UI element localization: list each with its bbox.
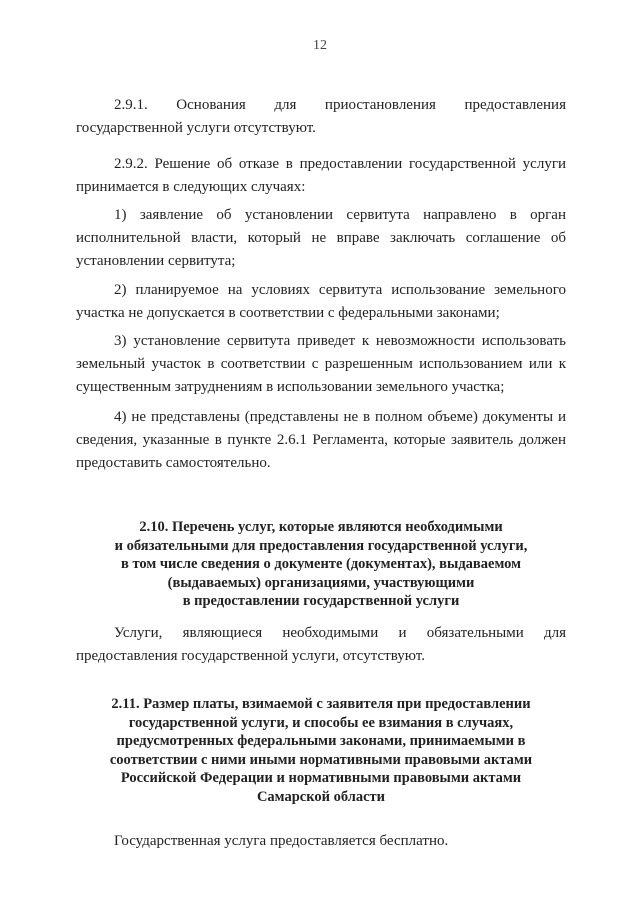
section-heading-2-11 bbox=[76, 695, 566, 806]
section-heading-2-10 bbox=[76, 518, 566, 611]
heading-line: 2.11. Размер платы, взимаемой с заявителя при предоставлении bbox=[111, 696, 531, 712]
paragraph-line: 2.9.1. Основания для приостановления предоставления bbox=[114, 97, 566, 113]
heading-line: (выдаваемых) организациями, участвующими bbox=[167, 574, 475, 591]
paragraph-text: 2.9.2. Решение об отказе в предоставлении государственной услуги принимается в следующих случаях: bbox=[76, 156, 566, 195]
paragraph-text: 4) не представлены (представлены не в полном объеме) документы и сведения, указанные в пункте 2.6.1 Регламента, которые заявитель должен предоставить самостоятельно. bbox=[76, 409, 566, 471]
paragraph-item-3 bbox=[76, 330, 566, 399]
paragraph-text: 3) установление сервитута приведет к невозможности использовать земельный участок в соответствии с разрешенным использованием или к существенным затруднениям в использовании земельного участка; bbox=[76, 333, 566, 395]
heading-line: Российской Федерации и нормативными правовыми актами bbox=[120, 770, 522, 786]
heading-line: соответствии с ними иными нормативными правовыми актами bbox=[109, 751, 533, 768]
paragraph-2-10 bbox=[76, 622, 566, 668]
paragraph-line: государственной услуги отсутствуют. bbox=[76, 120, 316, 136]
heading-line: 2.10. Перечень услуг, которые являются необходимыми bbox=[139, 519, 503, 535]
heading-line: в предоставлении государственной услуги bbox=[182, 593, 460, 609]
paragraph-2-9-2 bbox=[76, 153, 566, 199]
heading-line: в том числе сведения о документе (документах), выдаваемом bbox=[121, 556, 521, 572]
paragraph-text: Государственная услуга предоставляется бесплатно. bbox=[114, 833, 449, 849]
paragraph-text: 2) планируемое на условиях сервитута использование земельного участка не допускается в соответствии с федеральными законами; bbox=[76, 282, 566, 321]
paragraph-2-9-1 bbox=[76, 94, 566, 140]
paragraph-line: предоставления государственной услуги, отсутствуют. bbox=[76, 648, 425, 664]
paragraph-item-1 bbox=[76, 204, 566, 273]
page-number: 12 bbox=[313, 38, 327, 53]
paragraph-item-2 bbox=[76, 279, 566, 325]
paragraph-text: 1) заявление об установлении сервитута направлено в орган исполнительной власти, который не вправе заключать соглашение об установлении сервитута; bbox=[76, 207, 566, 269]
paragraph-line: Услуги, являющиеся необходимыми и обязательными для bbox=[114, 625, 566, 641]
heading-line: Самарской области bbox=[256, 788, 386, 805]
heading-line: государственной услуги, и способы ее взимания в случаях, bbox=[128, 714, 514, 731]
paragraph-item-4 bbox=[76, 406, 566, 475]
heading-line: и обязательными для предоставления государственной услуги, bbox=[114, 537, 528, 554]
heading-line: предусмотренных федеральными законами, принимаемыми в bbox=[116, 733, 526, 749]
paragraph-2-11 bbox=[76, 830, 566, 853]
